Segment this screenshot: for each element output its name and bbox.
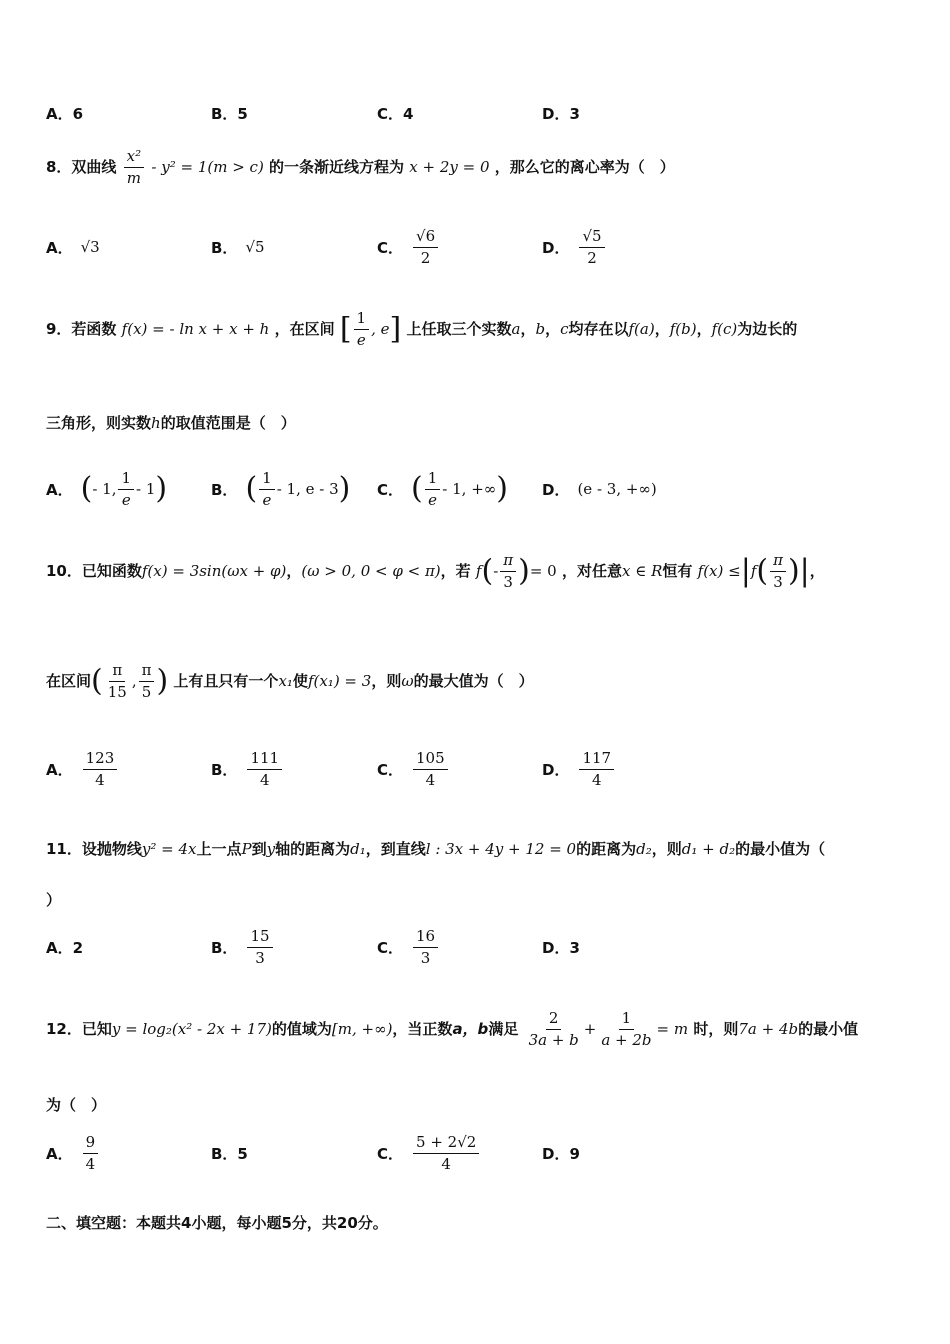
- q10-option-a: [46, 744, 119, 794]
- section-heading: 二、填空题：本题共4小题，每小题5分，共20分。: [46, 1214, 388, 1232]
- frac-den: e: [428, 490, 437, 509]
- option-label: B．: [211, 760, 238, 779]
- abs-bar: |: [740, 553, 751, 589]
- frac-den: 5: [141, 683, 152, 701]
- option-fraction: [413, 228, 438, 267]
- frac-num: √5: [579, 228, 604, 248]
- frac-den: m: [126, 169, 142, 187]
- q8-option-c: [377, 222, 440, 272]
- separator: ，: [545, 320, 561, 338]
- option-fraction: [413, 1134, 479, 1173]
- frac-num: 117: [579, 750, 614, 770]
- frac-den: 15: [107, 683, 127, 701]
- frac-den: 3: [420, 948, 431, 967]
- q10-interval-left: [105, 662, 130, 701]
- q9-option-a: [46, 464, 167, 514]
- paren: (: [245, 471, 258, 506]
- paren: (: [756, 553, 769, 589]
- q10-option-d: [542, 744, 616, 794]
- q12-option-d: [542, 1128, 580, 1178]
- q8-asymptote: x + 2y = 0: [409, 158, 490, 176]
- frac-num: π: [770, 552, 786, 572]
- q10-text: 使: [292, 672, 308, 690]
- var-p: P: [241, 840, 252, 858]
- q8-option-b: [211, 222, 265, 272]
- q12-range: [m, +∞): [331, 1020, 393, 1038]
- paren: (: [91, 663, 103, 699]
- frac-num: 1: [354, 310, 370, 330]
- q12-text: 的最小值: [798, 1020, 859, 1038]
- q9-interval-fraction: [354, 310, 370, 349]
- paren: (: [411, 471, 423, 506]
- option-fraction: [579, 228, 604, 267]
- q12-fraction-2: [598, 1010, 654, 1049]
- q12-stem-line2: [46, 1094, 106, 1115]
- frac-num: 2: [546, 1010, 562, 1030]
- q10-inequality: f(x) ≤: [697, 562, 741, 580]
- option-value: √3: [80, 238, 100, 256]
- q12-function: y = log₂(x² - 2x + 17): [111, 1020, 272, 1038]
- q11-text: 的最小值为（: [735, 840, 826, 858]
- q12-text: 为（ ）: [46, 1096, 107, 1114]
- q11-parabola: y² = 4x: [141, 840, 197, 858]
- separator: ，: [520, 320, 536, 338]
- paren: ): [496, 471, 508, 506]
- q11-text: ，到直线: [365, 840, 426, 858]
- option-fraction: [259, 470, 275, 509]
- q7-options: [46, 88, 906, 138]
- q11-text: 上一点: [196, 840, 242, 858]
- option-fraction: [425, 470, 441, 509]
- q9-number: 9．若函数: [46, 320, 117, 338]
- frac-den: 4: [441, 1154, 451, 1173]
- q11-text: 轴的距离为: [275, 840, 351, 858]
- q12-stem-line1: [46, 1010, 858, 1049]
- q12-option-a: [46, 1128, 100, 1178]
- option-value: √5: [245, 238, 265, 256]
- q8-curve-rest: - y² = 1(m > c): [151, 158, 264, 176]
- q9-option-b: [211, 464, 350, 514]
- comma: ,: [131, 672, 137, 690]
- frac-num: 9: [83, 1134, 99, 1154]
- option-part: - 1, e - 3: [276, 480, 339, 498]
- q11-option-b: [211, 922, 275, 972]
- q9-text: 均存在以: [568, 320, 629, 338]
- q9-stem-line1: [46, 310, 797, 349]
- frac-den: 2: [587, 248, 597, 267]
- option-text: B．5: [211, 104, 248, 123]
- frac-den: a + 2b: [601, 1031, 652, 1049]
- frac-num: 15: [247, 928, 272, 948]
- q11-number: 11．设抛物线: [46, 840, 142, 858]
- q8-option-a: [46, 222, 100, 272]
- var-d1: d₁: [350, 840, 366, 858]
- separator: ，: [696, 320, 712, 338]
- option-text: D．3: [542, 104, 580, 123]
- q12-text: 的值域为: [271, 1020, 332, 1038]
- var-b: b: [535, 320, 546, 338]
- q10-text: 在区间: [46, 672, 92, 690]
- option-label: A．: [46, 238, 73, 257]
- paren: ): [787, 553, 800, 589]
- option-text: A．2: [46, 938, 84, 957]
- q10-text: ，若: [440, 562, 471, 580]
- q11-option-a: [46, 922, 83, 972]
- bracket-open: [: [339, 311, 352, 347]
- option-fraction: [247, 750, 282, 789]
- option-value: (e - 3, +∞): [577, 480, 657, 498]
- option-fraction: [413, 750, 448, 789]
- option-label: A．: [46, 760, 73, 779]
- minus: -: [493, 562, 499, 580]
- q9-options: [46, 464, 906, 514]
- q12-text: 时，则: [693, 1020, 739, 1038]
- frac-den: 4: [85, 1154, 96, 1173]
- option-part: - 1,: [92, 480, 117, 498]
- frac-den: 3: [503, 573, 513, 591]
- q10-text: 上有且只有一个: [173, 672, 279, 690]
- frac-num: x²: [124, 148, 144, 168]
- option-label: C．: [377, 480, 404, 499]
- equals-m: = m: [656, 1020, 689, 1038]
- q9-text: 上任取三个实数: [406, 320, 512, 338]
- q10-text: 恒有: [662, 562, 693, 580]
- paren: (: [80, 471, 93, 506]
- q10-stem-line2: [46, 662, 534, 701]
- option-part: - 1, +∞: [442, 480, 497, 498]
- var-y: y: [266, 840, 276, 858]
- q9-interval-end: , e: [371, 320, 390, 338]
- option-fraction: [83, 1134, 99, 1173]
- frac-num: 105: [413, 750, 448, 770]
- option-label: B．: [211, 238, 238, 257]
- frac-den: 4: [95, 770, 105, 789]
- option-label: B．: [211, 938, 238, 957]
- paren: (: [481, 553, 494, 589]
- q11-stem-line2: [46, 889, 61, 910]
- fx1: f(x₁) = 3: [307, 672, 372, 690]
- frac-den: 3: [773, 573, 783, 591]
- x-in-r: x ∈ R: [621, 562, 663, 580]
- option-label: A．: [46, 1144, 73, 1163]
- option-fraction: [83, 750, 118, 789]
- q9-stem-line2: [46, 412, 296, 433]
- frac-den: 4: [425, 770, 436, 789]
- q7-option-c: [377, 88, 413, 138]
- option-fraction: [247, 928, 272, 967]
- frac-num: 1: [118, 470, 134, 490]
- q10-option-c: [377, 744, 450, 794]
- option-label: A．: [46, 480, 73, 499]
- q11-text: 到: [251, 840, 267, 858]
- plus: +: [583, 1020, 597, 1038]
- q9-option-d: [542, 464, 657, 514]
- option-label: C．: [377, 938, 404, 957]
- option-fraction: [413, 928, 438, 967]
- var-a: a: [511, 320, 521, 338]
- paren: ): [156, 663, 169, 699]
- q11-text: ）: [46, 891, 62, 909]
- option-label: D．: [542, 480, 570, 499]
- q8-tail: ，那么它的离心率为（ ）: [494, 158, 675, 176]
- q12-expression: 7a + 4b: [738, 1020, 799, 1038]
- q12-option-c: [377, 1128, 481, 1178]
- separator: ，: [809, 562, 825, 580]
- option-part: - 1: [136, 480, 156, 498]
- frac-den: 3: [255, 948, 265, 967]
- frac-num: 123: [83, 750, 118, 770]
- q10-function: f(x) = 3sin(ωx + φ): [141, 562, 287, 580]
- var-d2: d₂: [636, 840, 652, 858]
- bracket-close: ]: [389, 311, 402, 347]
- q11-options: [46, 922, 906, 972]
- f-symbol: f: [750, 562, 757, 580]
- frac-den: e: [262, 490, 272, 509]
- q10-text: ，: [286, 562, 302, 580]
- frac-num: 5 + 2√2: [413, 1134, 479, 1154]
- frac-num: √6: [413, 228, 438, 248]
- frac-den: 4: [592, 770, 602, 789]
- q8-options: [46, 222, 906, 272]
- frac-num: 1: [259, 470, 275, 490]
- q10-number: 10．已知函数: [46, 562, 142, 580]
- frac-num: π: [139, 662, 155, 682]
- q7-option-a: [46, 88, 83, 138]
- fc: f(c): [711, 320, 738, 338]
- var-h: h: [151, 414, 161, 432]
- fb: f(b): [669, 320, 697, 338]
- q10-fraction: [770, 552, 786, 591]
- var-x1: x₁: [278, 672, 293, 690]
- q9-text: 的取值范围是（ ）: [160, 414, 296, 432]
- q12-option-b: [211, 1128, 248, 1178]
- option-text: C．4: [377, 104, 414, 123]
- option-label: D．: [542, 760, 570, 779]
- frac-num: π: [109, 662, 125, 682]
- q12-fraction-1: [526, 1010, 582, 1049]
- frac-num: 111: [247, 750, 282, 770]
- q12-text: 满足: [488, 1020, 519, 1038]
- q10-stem-line1: [46, 552, 825, 591]
- option-label: D．: [542, 238, 570, 257]
- option-text: D．9: [542, 1144, 580, 1163]
- option-label: B．: [211, 480, 238, 499]
- var-omega: ω: [401, 672, 414, 690]
- q7-option-b: [211, 88, 248, 138]
- q10-text: ，则: [371, 672, 402, 690]
- paren: ): [155, 471, 168, 506]
- frac-num: π: [500, 552, 516, 572]
- q10-options: [46, 744, 906, 794]
- q9-option-c: [377, 464, 508, 514]
- q10-interval-right: [139, 662, 155, 701]
- q8-curve-fraction: [124, 148, 144, 187]
- q11-sum: d₁ + d₂: [681, 840, 736, 858]
- frac-den: e: [121, 490, 131, 509]
- q10-condition: (ω > 0, 0 < φ < π): [301, 562, 441, 580]
- option-label: C．: [377, 760, 404, 779]
- q12-text: ，当正数: [392, 1020, 453, 1038]
- option-text: B．5: [211, 1144, 248, 1163]
- equals-zero: = 0: [529, 562, 557, 580]
- q12-options: [46, 1128, 906, 1178]
- frac-den: 4: [259, 770, 270, 789]
- option-label: C．: [377, 238, 404, 257]
- option-fraction: [579, 750, 614, 789]
- q11-option-c: [377, 922, 440, 972]
- q8-number: 8．双曲线: [46, 158, 117, 176]
- option-fraction: [118, 470, 134, 509]
- q7-option-d: [542, 88, 580, 138]
- fa: f(a): [628, 320, 655, 338]
- q11-line: l : 3x + 4y + 12 = 0: [425, 840, 577, 858]
- paren: ): [518, 553, 530, 589]
- q9-text: 三角形，则实数: [46, 414, 152, 432]
- frac-den: e: [356, 331, 366, 349]
- q11-text: ，则: [651, 840, 682, 858]
- option-text: A．6: [46, 104, 84, 123]
- abs-bar: |: [799, 553, 810, 589]
- q9-text: ，在区间: [274, 320, 335, 338]
- q8-option-d: [542, 222, 607, 272]
- paren: ): [338, 471, 351, 506]
- q12-ab: a，b: [452, 1020, 489, 1038]
- option-text: D．3: [542, 938, 580, 957]
- q8-text: 的一条渐近线方程为: [269, 158, 405, 176]
- q10-text: ，对任意: [561, 562, 622, 580]
- q12-number: 12．已知: [46, 1020, 112, 1038]
- q10-text: 的最大值为（ ）: [413, 672, 534, 690]
- q9-function: f(x) = - ln x + x + h: [121, 320, 270, 338]
- var-c: c: [560, 320, 569, 338]
- frac-num: 1: [619, 1010, 635, 1030]
- frac-den: 2: [420, 248, 431, 267]
- frac-den: 3a + b: [528, 1031, 579, 1049]
- separator: ，: [654, 320, 670, 338]
- q10-option-b: [211, 744, 284, 794]
- q10-fraction: [500, 552, 516, 591]
- option-label: C．: [377, 1144, 404, 1163]
- frac-num: 16: [413, 928, 438, 948]
- q9-text: 为边长的: [737, 320, 798, 338]
- q11-text: 的距离为: [576, 840, 637, 858]
- q8-stem: [46, 148, 675, 187]
- q11-option-d: [542, 922, 580, 972]
- frac-num: 1: [425, 470, 441, 490]
- f-symbol: f: [475, 562, 482, 580]
- q11-stem-line1: [46, 838, 825, 859]
